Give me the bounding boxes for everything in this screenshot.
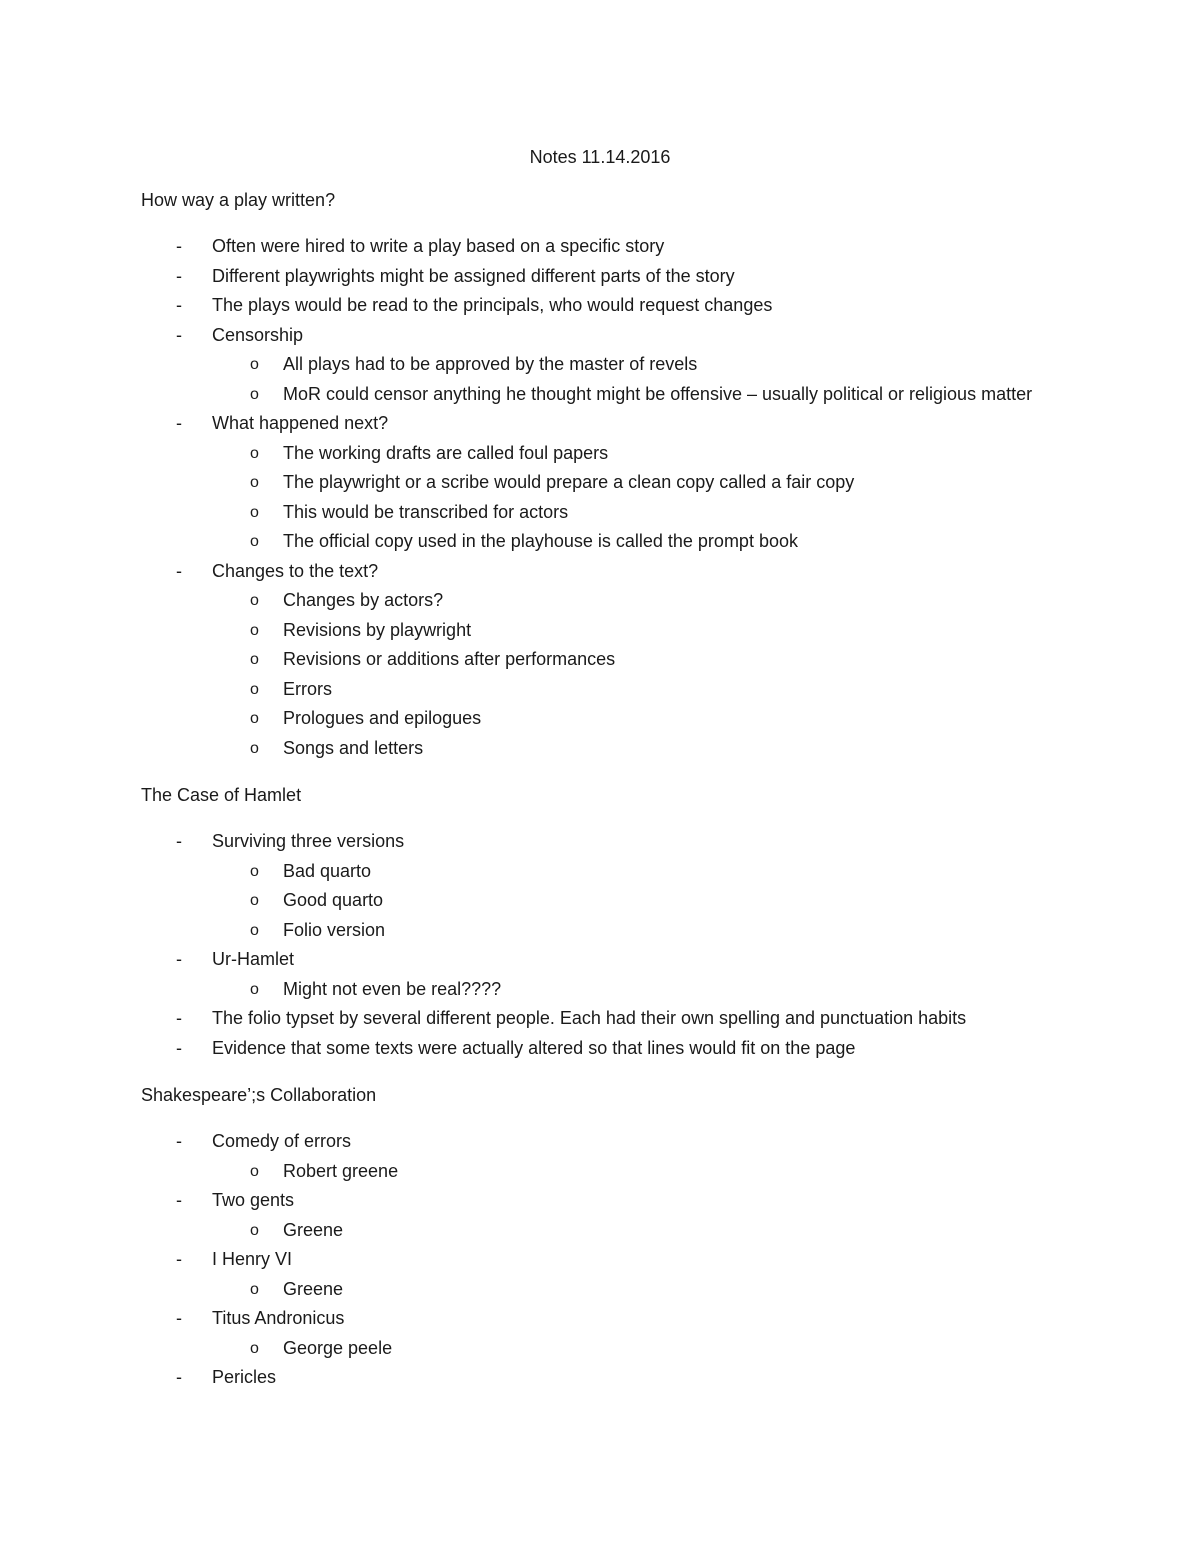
circle-bullet-icon: o <box>250 710 259 727</box>
sub-list-item <box>212 439 1061 469</box>
sub-list-item-text: Bad quarto <box>283 860 372 881</box>
list-item-text: Pericles <box>212 1367 277 1387</box>
circle-bullet-icon: o <box>250 1162 259 1180</box>
list-item <box>141 1186 1061 1245</box>
list-item-text: I Henry VI <box>212 1249 293 1269</box>
list-item <box>141 945 1061 1004</box>
sub-list <box>212 439 1061 557</box>
sub-list <box>212 975 1061 1005</box>
circle-bullet-icon: o <box>250 739 259 757</box>
sub-list-item <box>212 1157 1061 1187</box>
sub-list-item <box>212 704 1061 734</box>
list-item-text: The plays would be read to the principals, who would request changes <box>212 295 773 315</box>
sub-list-item <box>212 1334 1061 1364</box>
sub-list-item <box>212 886 1061 916</box>
circle-bullet-icon: o <box>250 651 259 668</box>
sub-list-item-text: Prologues and epilogues <box>283 708 482 728</box>
circle-bullet-icon: o <box>250 862 259 880</box>
list-item-text: The folio typset by several different people. Each had their own spelling and punctuation habits <box>212 1008 967 1028</box>
circle-bullet-icon: o <box>250 385 259 403</box>
sub-list-item <box>212 916 1061 946</box>
dash-bullet-icon: - <box>176 1249 182 1269</box>
list-item-text: Censorship <box>212 324 304 345</box>
section-heading: Shakespeare’;s Collaboration <box>141 1085 377 1105</box>
list-item <box>141 1304 1061 1363</box>
circle-bullet-icon: o <box>250 892 259 909</box>
sub-list-item <box>212 857 1061 887</box>
notes-body <box>141 188 1061 1413</box>
bullet-list <box>141 827 1061 1063</box>
list-item <box>141 1034 1061 1064</box>
circle-bullet-icon: o <box>250 444 259 462</box>
dash-bullet-icon: - <box>176 1190 182 1210</box>
sub-list-item-text: Errors <box>283 678 332 699</box>
list-item <box>141 557 1061 764</box>
sub-list-item-text: The working drafts are called foul papers <box>283 442 609 463</box>
sub-list-item-text: Good quarto <box>283 890 384 910</box>
sub-list-item-text: Folio version <box>283 919 386 940</box>
circle-bullet-icon: o <box>250 980 259 998</box>
circle-bullet-icon: o <box>250 621 259 639</box>
page-title: Notes 11.14.2016 <box>529 147 671 167</box>
dash-bullet-icon: - <box>176 236 182 256</box>
list-item-text: Comedy of errors <box>212 1131 352 1151</box>
sub-list <box>212 1334 1061 1364</box>
sub-list-item <box>212 1216 1061 1246</box>
sub-list-item <box>212 1275 1061 1305</box>
list-item <box>141 291 1061 321</box>
sub-list-item-text: Greene <box>283 1219 344 1240</box>
section-heading: The Case of Hamlet <box>141 785 302 805</box>
dash-bullet-icon: - <box>176 295 182 315</box>
circle-bullet-icon: o <box>250 474 259 491</box>
sub-list-item <box>212 586 1061 616</box>
sub-list-item-text: Songs and letters <box>283 737 424 758</box>
sub-list-item-text: Greene <box>283 1278 344 1299</box>
sub-list-item-text: MoR could censor anything he thought might be offensive – usually political or religious matter <box>283 383 1033 404</box>
sub-list-item-text: The playwright or a scribe would prepare a clean copy called a fair copy <box>283 472 855 492</box>
circle-bullet-icon: o <box>250 921 259 939</box>
list-item <box>141 827 1061 945</box>
sub-list-item <box>212 616 1061 646</box>
dash-bullet-icon: - <box>176 949 182 969</box>
sub-list-item <box>212 734 1061 764</box>
list-item <box>141 1127 1061 1186</box>
bullet-list <box>141 1127 1061 1393</box>
sub-list-item-text: Revisions or additions after performances <box>283 649 616 669</box>
sub-list <box>212 1216 1061 1246</box>
bullet-list <box>141 232 1061 763</box>
list-item-text: Two gents <box>212 1190 295 1210</box>
list-item-text: What happened next? <box>212 413 389 433</box>
circle-bullet-icon: o <box>250 1339 259 1357</box>
sub-list <box>212 586 1061 763</box>
dash-bullet-icon: - <box>176 1037 182 1058</box>
sub-list <box>212 1275 1061 1305</box>
sub-list-item-text: The official copy used in the playhouse is called the prompt book <box>283 531 798 551</box>
sub-list-item-text: George peele <box>283 1337 393 1358</box>
sub-list-item <box>212 498 1061 528</box>
circle-bullet-icon: o <box>250 1221 259 1239</box>
sub-list-item-text: This would be transcribed for actors <box>283 501 569 522</box>
circle-bullet-icon: o <box>250 680 259 698</box>
sub-list-item <box>212 975 1061 1005</box>
sub-list-item <box>212 645 1061 675</box>
dash-bullet-icon: - <box>176 1367 182 1387</box>
list-item-text: Titus Andronicus <box>212 1308 345 1328</box>
list-item <box>141 1245 1061 1304</box>
sub-list-item <box>212 527 1061 557</box>
sub-list-item-text: Robert greene <box>283 1160 399 1181</box>
circle-bullet-icon: o <box>250 1280 259 1298</box>
circle-bullet-icon: o <box>250 503 259 521</box>
dash-bullet-icon: - <box>176 560 182 581</box>
sub-list <box>212 350 1061 409</box>
dash-bullet-icon: - <box>176 1308 182 1328</box>
sub-list-item <box>212 468 1061 498</box>
list-item <box>141 232 1061 262</box>
list-item-text: Ur-Hamlet <box>212 949 295 969</box>
circle-bullet-icon: o <box>250 592 259 609</box>
circle-bullet-icon: o <box>250 356 259 373</box>
sub-list-item <box>212 380 1061 410</box>
sub-list-item-text: Revisions by playwright <box>283 619 472 640</box>
list-item-text: Different playwrights might be assigned different parts of the story <box>212 265 735 286</box>
dash-bullet-icon: - <box>176 1008 182 1028</box>
dash-bullet-icon: - <box>176 265 182 286</box>
list-item-text: Surviving three versions <box>212 831 405 851</box>
section-heading: How way a play written? <box>141 190 336 210</box>
sub-list-item <box>212 350 1061 380</box>
list-item <box>141 321 1061 410</box>
dash-bullet-icon: - <box>176 1131 182 1151</box>
list-item-text: Changes to the text? <box>212 560 379 581</box>
sub-list <box>212 857 1061 946</box>
sub-list <box>212 1157 1061 1187</box>
sub-list-item-text: Changes by actors? <box>283 590 444 610</box>
sub-list-item-text: Might not even be real???? <box>283 978 502 999</box>
list-item-text: Evidence that some texts were actually altered so that lines would fit on the page <box>212 1037 856 1058</box>
circle-bullet-icon: o <box>250 533 259 550</box>
dash-bullet-icon: - <box>176 413 182 433</box>
sub-list-item-text: All plays had to be approved by the master of revels <box>283 354 698 374</box>
list-item <box>141 262 1061 292</box>
list-item <box>141 1363 1061 1393</box>
dash-bullet-icon: - <box>176 324 182 345</box>
list-item <box>141 409 1061 557</box>
sub-list-item <box>212 675 1061 705</box>
list-item <box>141 1004 1061 1034</box>
list-item-text: Often were hired to write a play based on a specific story <box>212 236 665 256</box>
dash-bullet-icon: - <box>176 831 182 851</box>
